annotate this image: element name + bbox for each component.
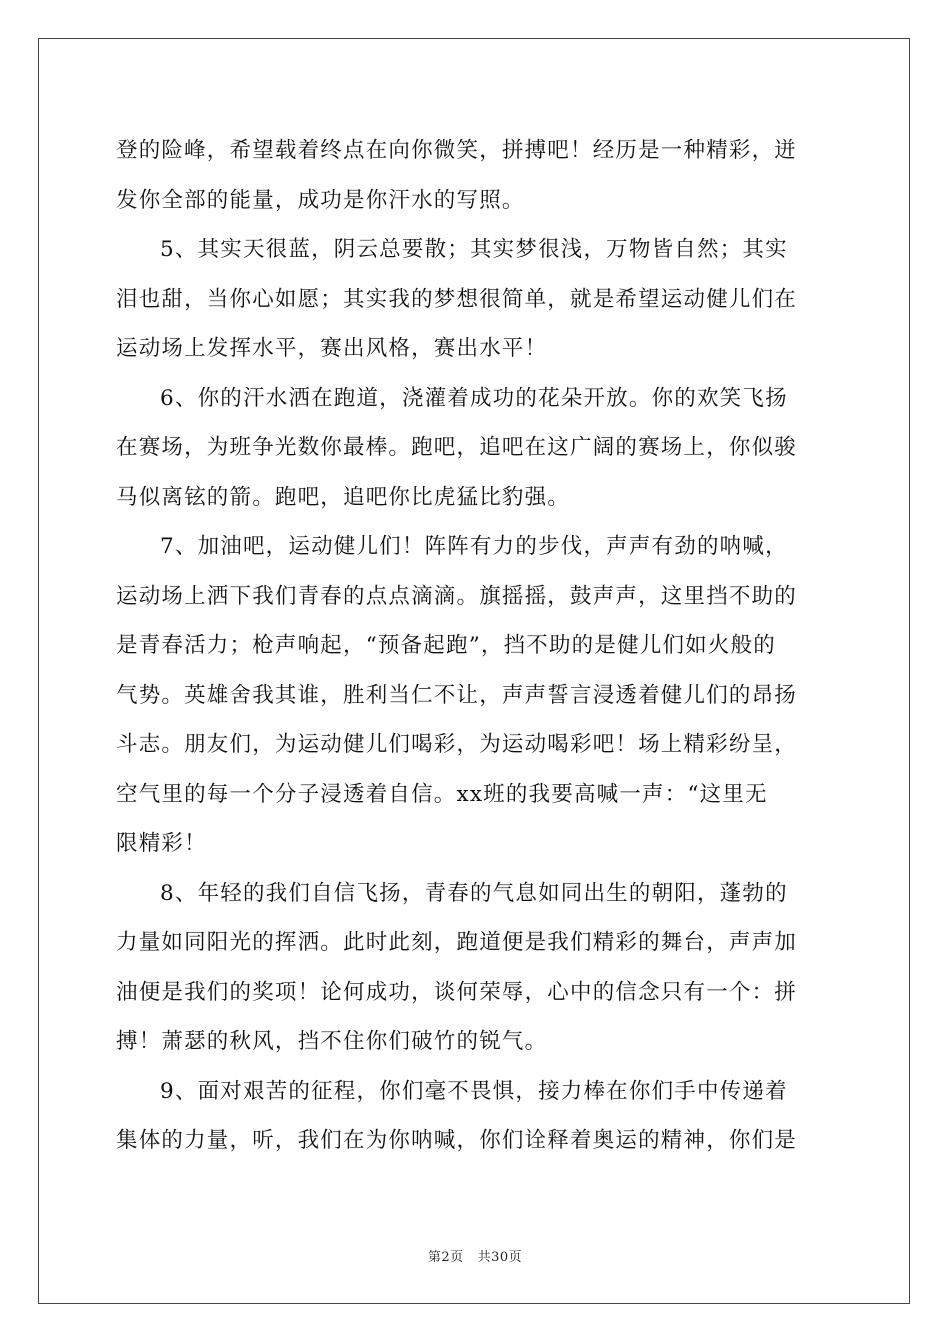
text-line: 运动场上洒下我们青春的点点滴滴。旗摇摇，鼓声声，这里挡不助的 (116, 583, 798, 609)
text-line: 运动场上发挥水平，赛出风格，赛出水平！ (116, 336, 548, 361)
text-line: 泪也甜，当你心如愿；其实我的梦想很简单，就是希望运动健儿们在 (116, 286, 798, 312)
document-body (116, 126, 834, 1166)
text-line: 发你全部的能量，成功是你汗水的写照。 (116, 187, 525, 213)
paragraph-item-8 (116, 869, 834, 1067)
page-footer (0, 1246, 950, 1265)
text-line: 马似离铉的箭。跑吧，追吧你比虎猛比豹强。 (116, 484, 571, 510)
text-line: 气势。英雄舍我其谁，胜利当仁不让，声声誓言浸透着健儿们的昂扬 (116, 682, 798, 708)
text-line: 斗志。朋友们，为运动健儿们喝彩，为运动喝彩吧！场上精彩纷呈， (116, 732, 798, 757)
text-line: 8、年轻的我们自信飞扬，青春的气息如同出生的朝阳，蓬勃的 (160, 880, 788, 906)
text-line: 5、其实天很蓝，阴云总要散；其实梦很浅，万物皆自然；其实 (160, 237, 788, 262)
text-line: 搏！萧瑟的秋风，挡不住你们破竹的锐气。 (116, 1029, 548, 1054)
paragraph-item-9 (116, 1067, 834, 1166)
page-total: 共30页 (477, 1250, 523, 1265)
text-line: 限精彩！ (116, 831, 207, 856)
text-line: 空气里的每一个分子浸透着自信。xx班的我要高喊一声：“这里无 (116, 781, 768, 807)
paragraph-item-5 (116, 225, 834, 374)
text-line: 9、面对艰苦的征程，你们毫不畏惧，接力棒在你们手中传递着 (160, 1078, 788, 1104)
text-line: 力量如同阳光的挥洒。此时此刻，跑道便是我们精彩的舞台，声声加 (116, 930, 798, 955)
page-number: 第2页 (427, 1250, 464, 1265)
text-line: 在赛场，为班争光数你最棒。跑吧，追吧在这广阔的赛场上，你似骏 (116, 435, 798, 460)
paragraph-item-7 (116, 522, 834, 869)
paragraph-continuation (116, 126, 834, 225)
text-line: 登的险峰，希望载着终点在向你微笑，拼搏吧！经历是一种精彩，迸 (116, 138, 798, 163)
text-line: 是青春活力；枪声响起，“预备起跑”，挡不助的是健儿们如火般的 (116, 633, 776, 658)
paragraph-item-6 (116, 374, 834, 523)
text-line: 7、加油吧，运动健儿们！阵阵有力的步伐，声声有劲的呐喊， (160, 534, 788, 559)
text-line: 油便是我们的奖项！论何成功，谈何荣辱，心中的信念只有一个：拼 (116, 979, 798, 1005)
text-line: 集体的力量，听，我们在为你呐喊，你们诠释着奥运的精神，你们是 (116, 1128, 798, 1153)
text-line: 6、你的汗水洒在跑道，浇灌着成功的花朵开放。你的欢笑飞扬 (160, 385, 788, 411)
